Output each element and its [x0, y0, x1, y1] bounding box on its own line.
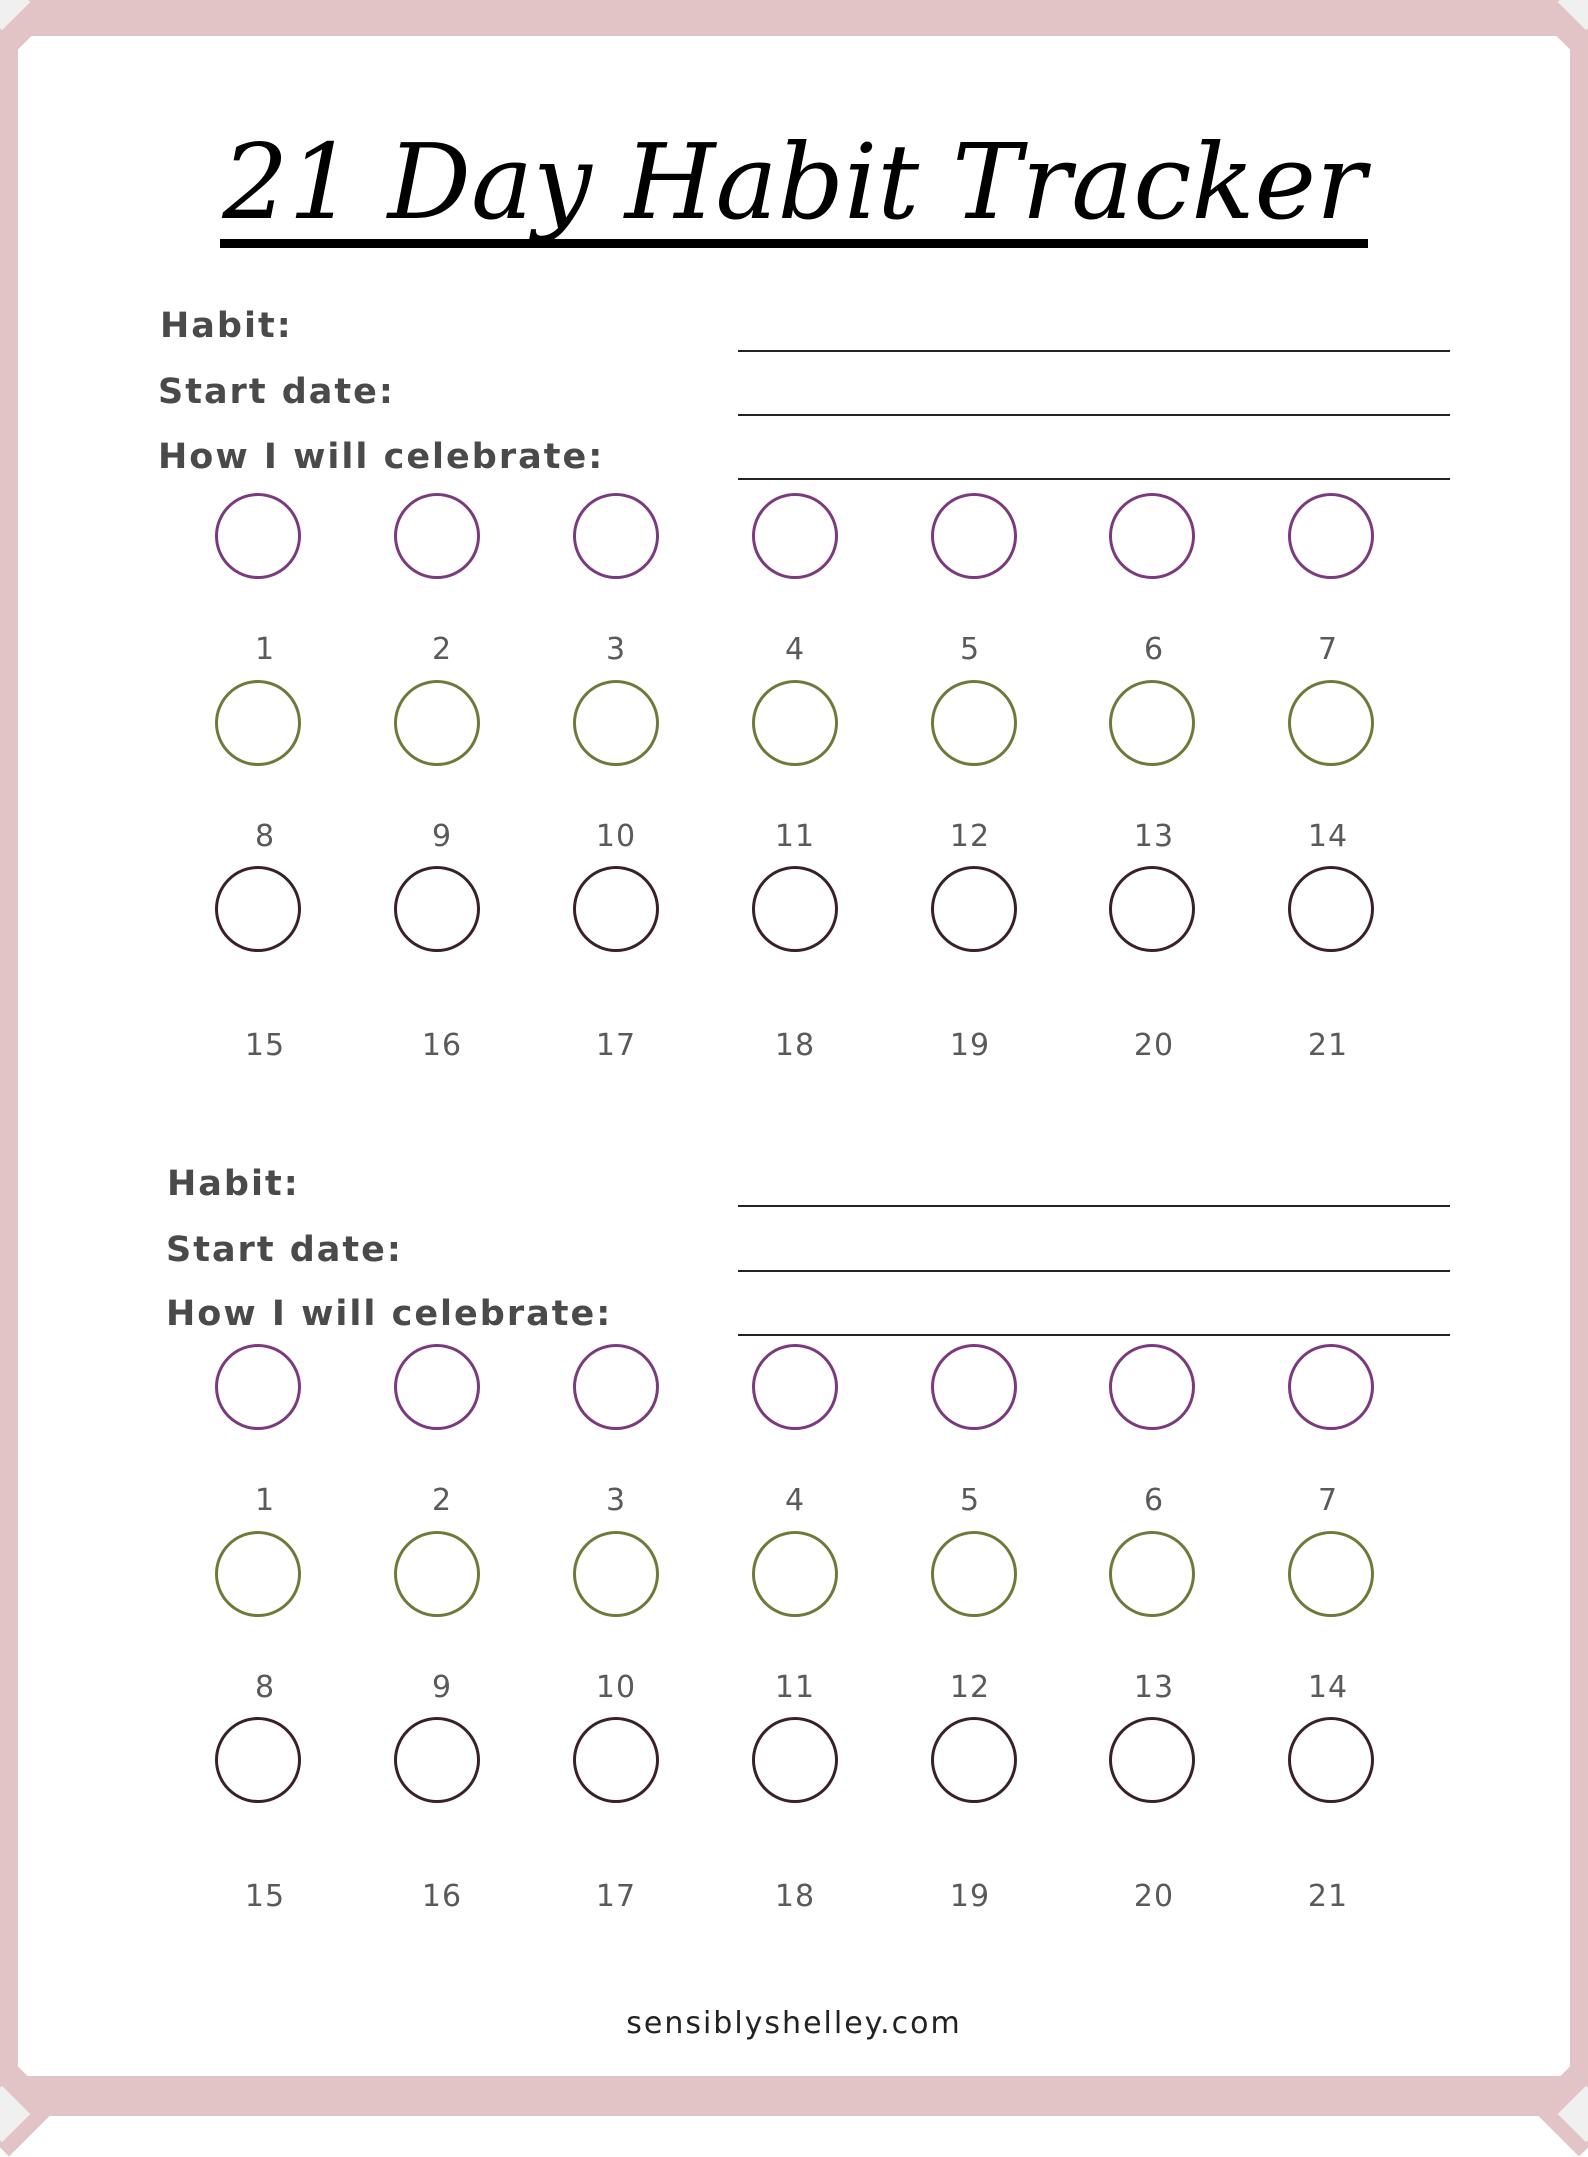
day-7-circle[interactable] [1288, 493, 1374, 579]
day-number: 9 [431, 1670, 453, 1705]
day-number: 12 [949, 1670, 991, 1705]
day-number: 8 [254, 1670, 276, 1705]
day-number: 21 [1307, 1028, 1349, 1063]
day-number: 11 [774, 1670, 816, 1705]
day-number: 9 [431, 819, 453, 854]
day-number: 20 [1133, 1879, 1175, 1914]
day-number: 12 [949, 819, 991, 854]
day-20-circle[interactable] [1109, 866, 1195, 952]
day-2-circle[interactable] [394, 1344, 480, 1430]
day-18-circle[interactable] [752, 1717, 838, 1803]
day-number: 14 [1307, 819, 1349, 854]
day-19-circle[interactable] [931, 866, 1017, 952]
celebrate-label: How I will celebrate: [158, 437, 605, 477]
day-number: 1 [254, 632, 276, 667]
day-number: 15 [244, 1879, 286, 1914]
day-15-circle[interactable] [215, 1717, 301, 1803]
day-1-circle[interactable] [215, 1344, 301, 1430]
day-14-circle[interactable] [1288, 680, 1374, 766]
day-number: 18 [774, 1028, 816, 1063]
day-number: 7 [1317, 1483, 1339, 1518]
habit-label: Habit: [167, 1164, 300, 1204]
day-number: 2 [431, 1483, 453, 1518]
day-21-circle[interactable] [1288, 866, 1374, 952]
frame-right [1570, 0, 1588, 2116]
footer-website: sensiblyshelley.com [626, 2006, 962, 2041]
day-5-circle[interactable] [931, 1344, 1017, 1430]
day-number: 6 [1143, 1483, 1165, 1518]
day-number: 18 [774, 1879, 816, 1914]
day-number: 13 [1133, 819, 1175, 854]
day-number: 19 [949, 1028, 991, 1063]
day-number: 14 [1307, 1670, 1349, 1705]
day-number: 16 [421, 1028, 463, 1063]
day-number: 19 [949, 1879, 991, 1914]
frame-left [0, 0, 18, 2116]
day-number: 16 [421, 1879, 463, 1914]
day-12-circle[interactable] [931, 680, 1017, 766]
day-17-circle[interactable] [573, 1717, 659, 1803]
day-7-circle[interactable] [1288, 1344, 1374, 1430]
celebrate-input-line[interactable] [738, 478, 1450, 480]
habit-input-line[interactable] [738, 350, 1450, 352]
day-4-circle[interactable] [752, 1344, 838, 1430]
day-18-circle[interactable] [752, 866, 838, 952]
day-20-circle[interactable] [1109, 1717, 1195, 1803]
start-date-label: Start date: [166, 1230, 403, 1270]
day-3-circle[interactable] [573, 493, 659, 579]
frame-bottom [0, 2074, 1588, 2116]
day-number: 4 [784, 1483, 806, 1518]
page-title [0, 120, 1588, 248]
day-19-circle[interactable] [931, 1717, 1017, 1803]
day-number: 1 [254, 1483, 276, 1518]
page-title-text: 21 Day Habit Tracker [220, 127, 1368, 248]
day-number: 4 [784, 632, 806, 667]
day-13-circle[interactable] [1109, 1531, 1195, 1617]
habit-label: Habit: [160, 306, 293, 346]
celebrate-input-line[interactable] [738, 1334, 1450, 1336]
start-date-label: Start date: [158, 372, 395, 412]
day-number: 17 [595, 1028, 637, 1063]
day-6-circle[interactable] [1109, 1344, 1195, 1430]
start-date-input-line[interactable] [738, 414, 1450, 416]
day-number: 15 [244, 1028, 286, 1063]
day-14-circle[interactable] [1288, 1531, 1374, 1617]
celebrate-label: How I will celebrate: [166, 1294, 613, 1334]
day-8-circle[interactable] [215, 680, 301, 766]
day-number: 2 [431, 632, 453, 667]
day-4-circle[interactable] [752, 493, 838, 579]
day-number: 3 [605, 1483, 627, 1518]
day-number: 17 [595, 1879, 637, 1914]
day-9-circle[interactable] [394, 1531, 480, 1617]
day-number: 3 [605, 632, 627, 667]
habit-input-line[interactable] [738, 1205, 1450, 1207]
day-number: 5 [959, 1483, 981, 1518]
day-10-circle[interactable] [573, 1531, 659, 1617]
day-12-circle[interactable] [931, 1531, 1017, 1617]
day-15-circle[interactable] [215, 866, 301, 952]
day-number: 13 [1133, 1670, 1175, 1705]
day-5-circle[interactable] [931, 493, 1017, 579]
day-17-circle[interactable] [573, 866, 659, 952]
day-16-circle[interactable] [394, 1717, 480, 1803]
day-3-circle[interactable] [573, 1344, 659, 1430]
day-1-circle[interactable] [215, 493, 301, 579]
day-number: 21 [1307, 1879, 1349, 1914]
day-2-circle[interactable] [394, 493, 480, 579]
day-number: 11 [774, 819, 816, 854]
day-9-circle[interactable] [394, 680, 480, 766]
day-number: 20 [1133, 1028, 1175, 1063]
day-number: 5 [959, 632, 981, 667]
day-21-circle[interactable] [1288, 1717, 1374, 1803]
day-16-circle[interactable] [394, 866, 480, 952]
day-11-circle[interactable] [752, 680, 838, 766]
day-number: 6 [1143, 632, 1165, 667]
day-number: 10 [595, 819, 637, 854]
day-8-circle[interactable] [215, 1531, 301, 1617]
day-13-circle[interactable] [1109, 680, 1195, 766]
day-number: 8 [254, 819, 276, 854]
day-number: 10 [595, 1670, 637, 1705]
start-date-input-line[interactable] [738, 1270, 1450, 1272]
day-10-circle[interactable] [573, 680, 659, 766]
day-6-circle[interactable] [1109, 493, 1195, 579]
day-number: 7 [1317, 632, 1339, 667]
day-11-circle[interactable] [752, 1531, 838, 1617]
